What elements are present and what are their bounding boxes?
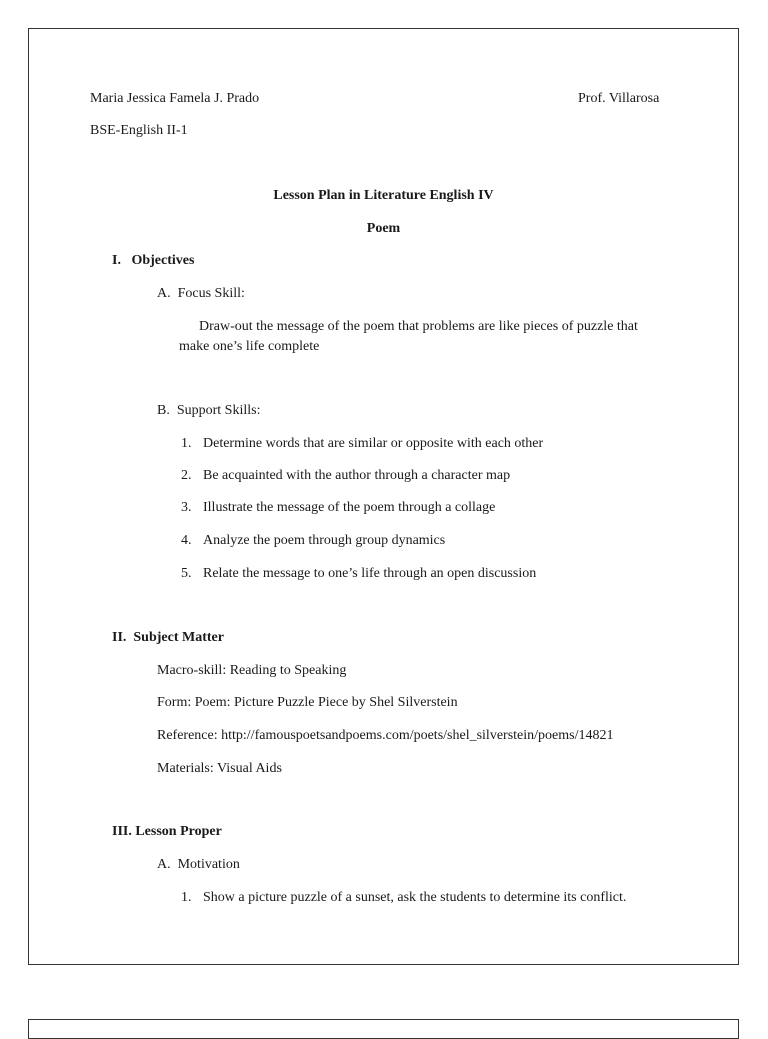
list-item-text: Determine words that are similar or opposite with each other <box>203 436 544 451</box>
list-item-number: 2. <box>181 468 192 483</box>
focus-skill-text-line2: make one’s life complete <box>179 339 320 354</box>
list-item-text: Illustrate the message of the poem through a collage <box>203 500 496 515</box>
list-item-number: 1. <box>181 436 192 451</box>
macro-skill-text: Macro-skill: Reading to Speaking <box>157 663 347 678</box>
document-page <box>28 28 739 965</box>
list-item <box>181 532 445 550</box>
list-item <box>181 467 510 485</box>
list-item-text: Be acquainted with the author through a character map <box>203 468 511 483</box>
author-name: Maria Jessica Famela J. Prado <box>90 91 260 106</box>
lesson-proper-heading: III. Lesson Proper <box>112 824 222 839</box>
focus-skill-text-line1: Draw-out the message of the poem that problems are like pieces of puzzle that <box>199 319 638 334</box>
professor-name: Prof. Villarosa <box>578 91 660 106</box>
list-item <box>181 565 536 583</box>
class-section: BSE-English II-1 <box>90 123 188 138</box>
list-item <box>181 889 626 907</box>
list-item-number: 4. <box>181 533 192 548</box>
list-item-number: 5. <box>181 566 192 581</box>
reference-text: Reference: http://famouspoetsandpoems.com/poets/shel_silverstein/poems/14821 <box>157 728 614 743</box>
materials-text: Materials: Visual Aids <box>157 761 282 776</box>
motivation-label: A. Motivation <box>157 857 240 872</box>
focus-skill-label: A. Focus Skill: <box>157 286 245 301</box>
list-item <box>181 499 495 517</box>
document-title: Lesson Plan in Literature English IV <box>273 188 494 203</box>
support-skills-label: B. Support Skills: <box>157 403 261 418</box>
next-page-edge <box>28 1019 739 1039</box>
subject-matter-heading: II. Subject Matter <box>112 630 224 645</box>
list-item-text: Show a picture puzzle of a sunset, ask the students to determine its conflict. <box>203 890 627 905</box>
list-item-number: 1. <box>181 890 192 905</box>
list-item-number: 3. <box>181 500 192 515</box>
form-text: Form: Poem: Picture Puzzle Piece by Shel Silverstein <box>157 695 458 710</box>
list-item-text: Analyze the poem through group dynamics <box>203 533 446 548</box>
objectives-heading: I. Objectives <box>112 253 195 268</box>
list-item-text: Relate the message to one’s life through an open discussion <box>203 566 537 581</box>
list-item <box>181 435 543 453</box>
document-subtitle: Poem <box>366 221 401 236</box>
